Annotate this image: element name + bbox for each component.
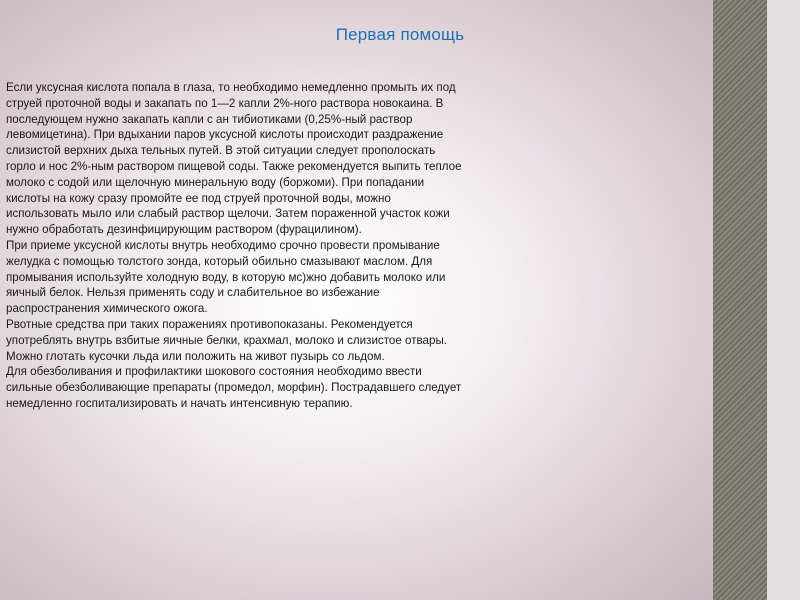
right-edge-panel (767, 0, 800, 600)
paragraph-pain-relief: Для обезболивания и профилактики шокового состояния необходимо ввести сильные обезболивающие препараты (промедол, морфин). Пострадавшего следует немедленно госпитализировать и начать интенсивную терапию. (6, 365, 462, 410)
slide-title: Первая помощь (335, 25, 465, 44)
paragraph-ingestion: При приеме уксусной кислоты внутрь необходимо срочно провести промывание желудка с помощью толстого зонда, который обильно смазывают маслом. Для промывания используйте холодную воду, в которую мс)жно добавить молоко или яичный белок. Нельзя применять соду и слабительное во избежание распространения химического ожога. (6, 238, 446, 316)
paragraph-eyes-skin: Если уксусная кислота попала в глаза, то необходимо немедленно промыть их под струей проточной воды и закапать по 1—2 капли 2%-ного раствора новокаина. В последующем нужно закапать капли с ан тибиотиками (0,25%-ный раствор левомицетина). При вдыхании паров уксусной кислоты происходит раздражение слизистой верхних дыха тельных путей. В этой ситуации следует прополоскать горло и нос 2%-ным раствором пищевой соды. Также рекомендуется выпить теплое молоко с содой или щелочную минеральную воду (боржоми). При попадании кислоты на кожу сразу промойте ее под струей проточной воды, можно использовать мыло или слабый раствор щелочи. Затем пораженной участок кожи нужно обработать дезинфицирующим раствором (фурацилином). (6, 81, 462, 237)
decorative-stripe (713, 0, 767, 600)
paragraph-emetics: Рвотные средства при таких поражениях противопоказаны. Рекомендуется употреблять внутрь взбитые яичные белки, крахмал, молоко и слизистое отвары. Можно глотать кусочки льда или положить на живот пузырь со льдом. (6, 317, 447, 363)
slide-body (6, 80, 466, 412)
